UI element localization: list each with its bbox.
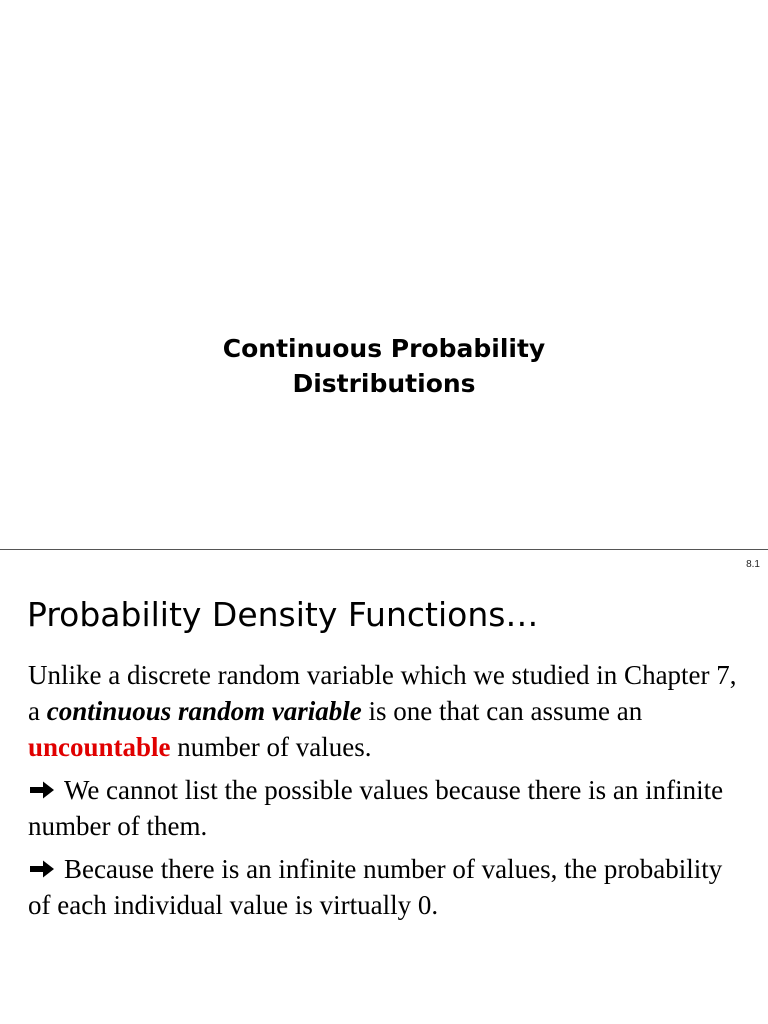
- intro-text-part-2: is one that can assume an: [361, 696, 643, 726]
- content-slide: [0, 551, 768, 1024]
- slide-title: [0, 331, 768, 401]
- bullet-2-text: Because there is an infinite number of values, the probability of each individual value is virtually 0.: [28, 854, 723, 920]
- right-arrow-icon: [28, 859, 56, 879]
- continuous-random-variable-term: continuous random variable: [46, 696, 362, 726]
- bullet-item-2: [28, 851, 748, 923]
- intro-text-part-3: number of values.: [170, 732, 372, 762]
- slide-divider: [0, 549, 768, 550]
- uncountable-term: uncountable: [28, 732, 171, 762]
- right-arrow-icon: [28, 780, 56, 800]
- slide-title-line-1: Continuous Probability: [222, 334, 546, 363]
- intro-text-part-1: Unlike a discrete random variable which we studied in Chapter 7, a: [28, 660, 737, 726]
- slide-number: 8.1: [746, 559, 760, 570]
- bullet-1-text: We cannot list the possible values because there is an infinite number of them.: [28, 775, 724, 841]
- slide-heading: Probability Density Functions…: [27, 595, 539, 634]
- slide-title-line-2: Distributions: [292, 369, 476, 398]
- intro-paragraph: [28, 657, 748, 765]
- bullet-item-1: [28, 772, 748, 844]
